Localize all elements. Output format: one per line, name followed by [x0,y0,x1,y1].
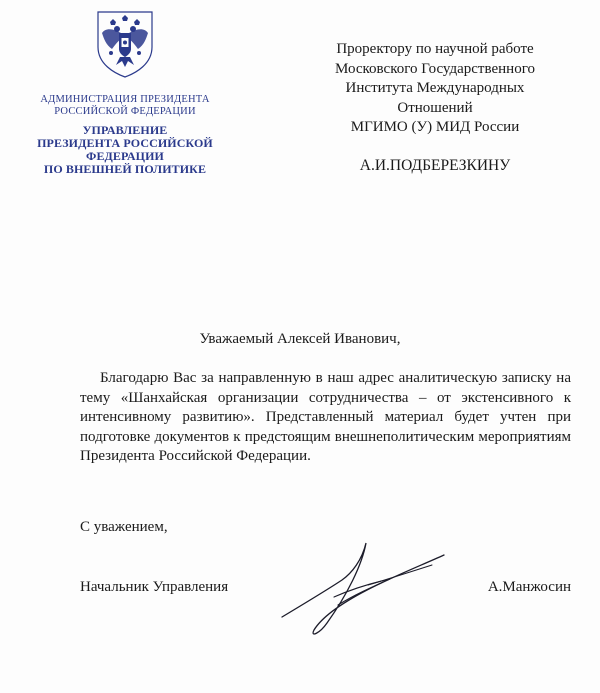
handwritten-signature-icon [272,535,457,640]
recipient-name: А.И.ПОДБЕРЕЗКИНУ [359,156,511,174]
sender-line-5: ПО ВНЕШНЕЙ ПОЛИТИКЕ [43,162,207,176]
recipient-line-1: Проректору по научной работе [336,41,534,57]
signer-position: Начальник Управления [80,579,229,595]
recipient-line-3: Института Международных [345,80,525,96]
sender-line-2: РОССИЙСКОЙ ФЕДЕРАЦИИ [54,106,196,117]
sender-line-3: УПРАВЛЕНИЕ [82,123,168,137]
salutation: Уважаемый Алексей Иванович, [199,331,401,347]
recipient-line-4: Отношений [397,99,473,116]
sender-line-4: ПРЕЗИДЕНТА РОССИЙСКОЙ ФЕДЕРАЦИИ [37,136,213,163]
russian-coat-of-arms-icon [96,9,154,79]
sender-line-1: АДМИНИСТРАЦИЯ ПРЕЗИДЕНТА [40,94,210,105]
sender-letterhead [20,94,230,176]
signer-name: А.Манжосин [487,579,571,595]
recipient-block [300,40,570,175]
letter-body: Благодарю Вас за направленную в наш адрес аналитическую записку на тему «Шанхайская организации сотрудничества – от экстенсивного к интенсивному развитию». Представленный материал будет учтен при подготовке документов к предстоящим внешнеполитическим мероприятиям Президента Российской Федерации. [80,370,571,464]
closing: С уважением, [80,519,168,535]
recipient-line-2: Московского Государственного [335,60,535,77]
recipient-line-5: МГИМО (У) МИД России [350,119,520,135]
